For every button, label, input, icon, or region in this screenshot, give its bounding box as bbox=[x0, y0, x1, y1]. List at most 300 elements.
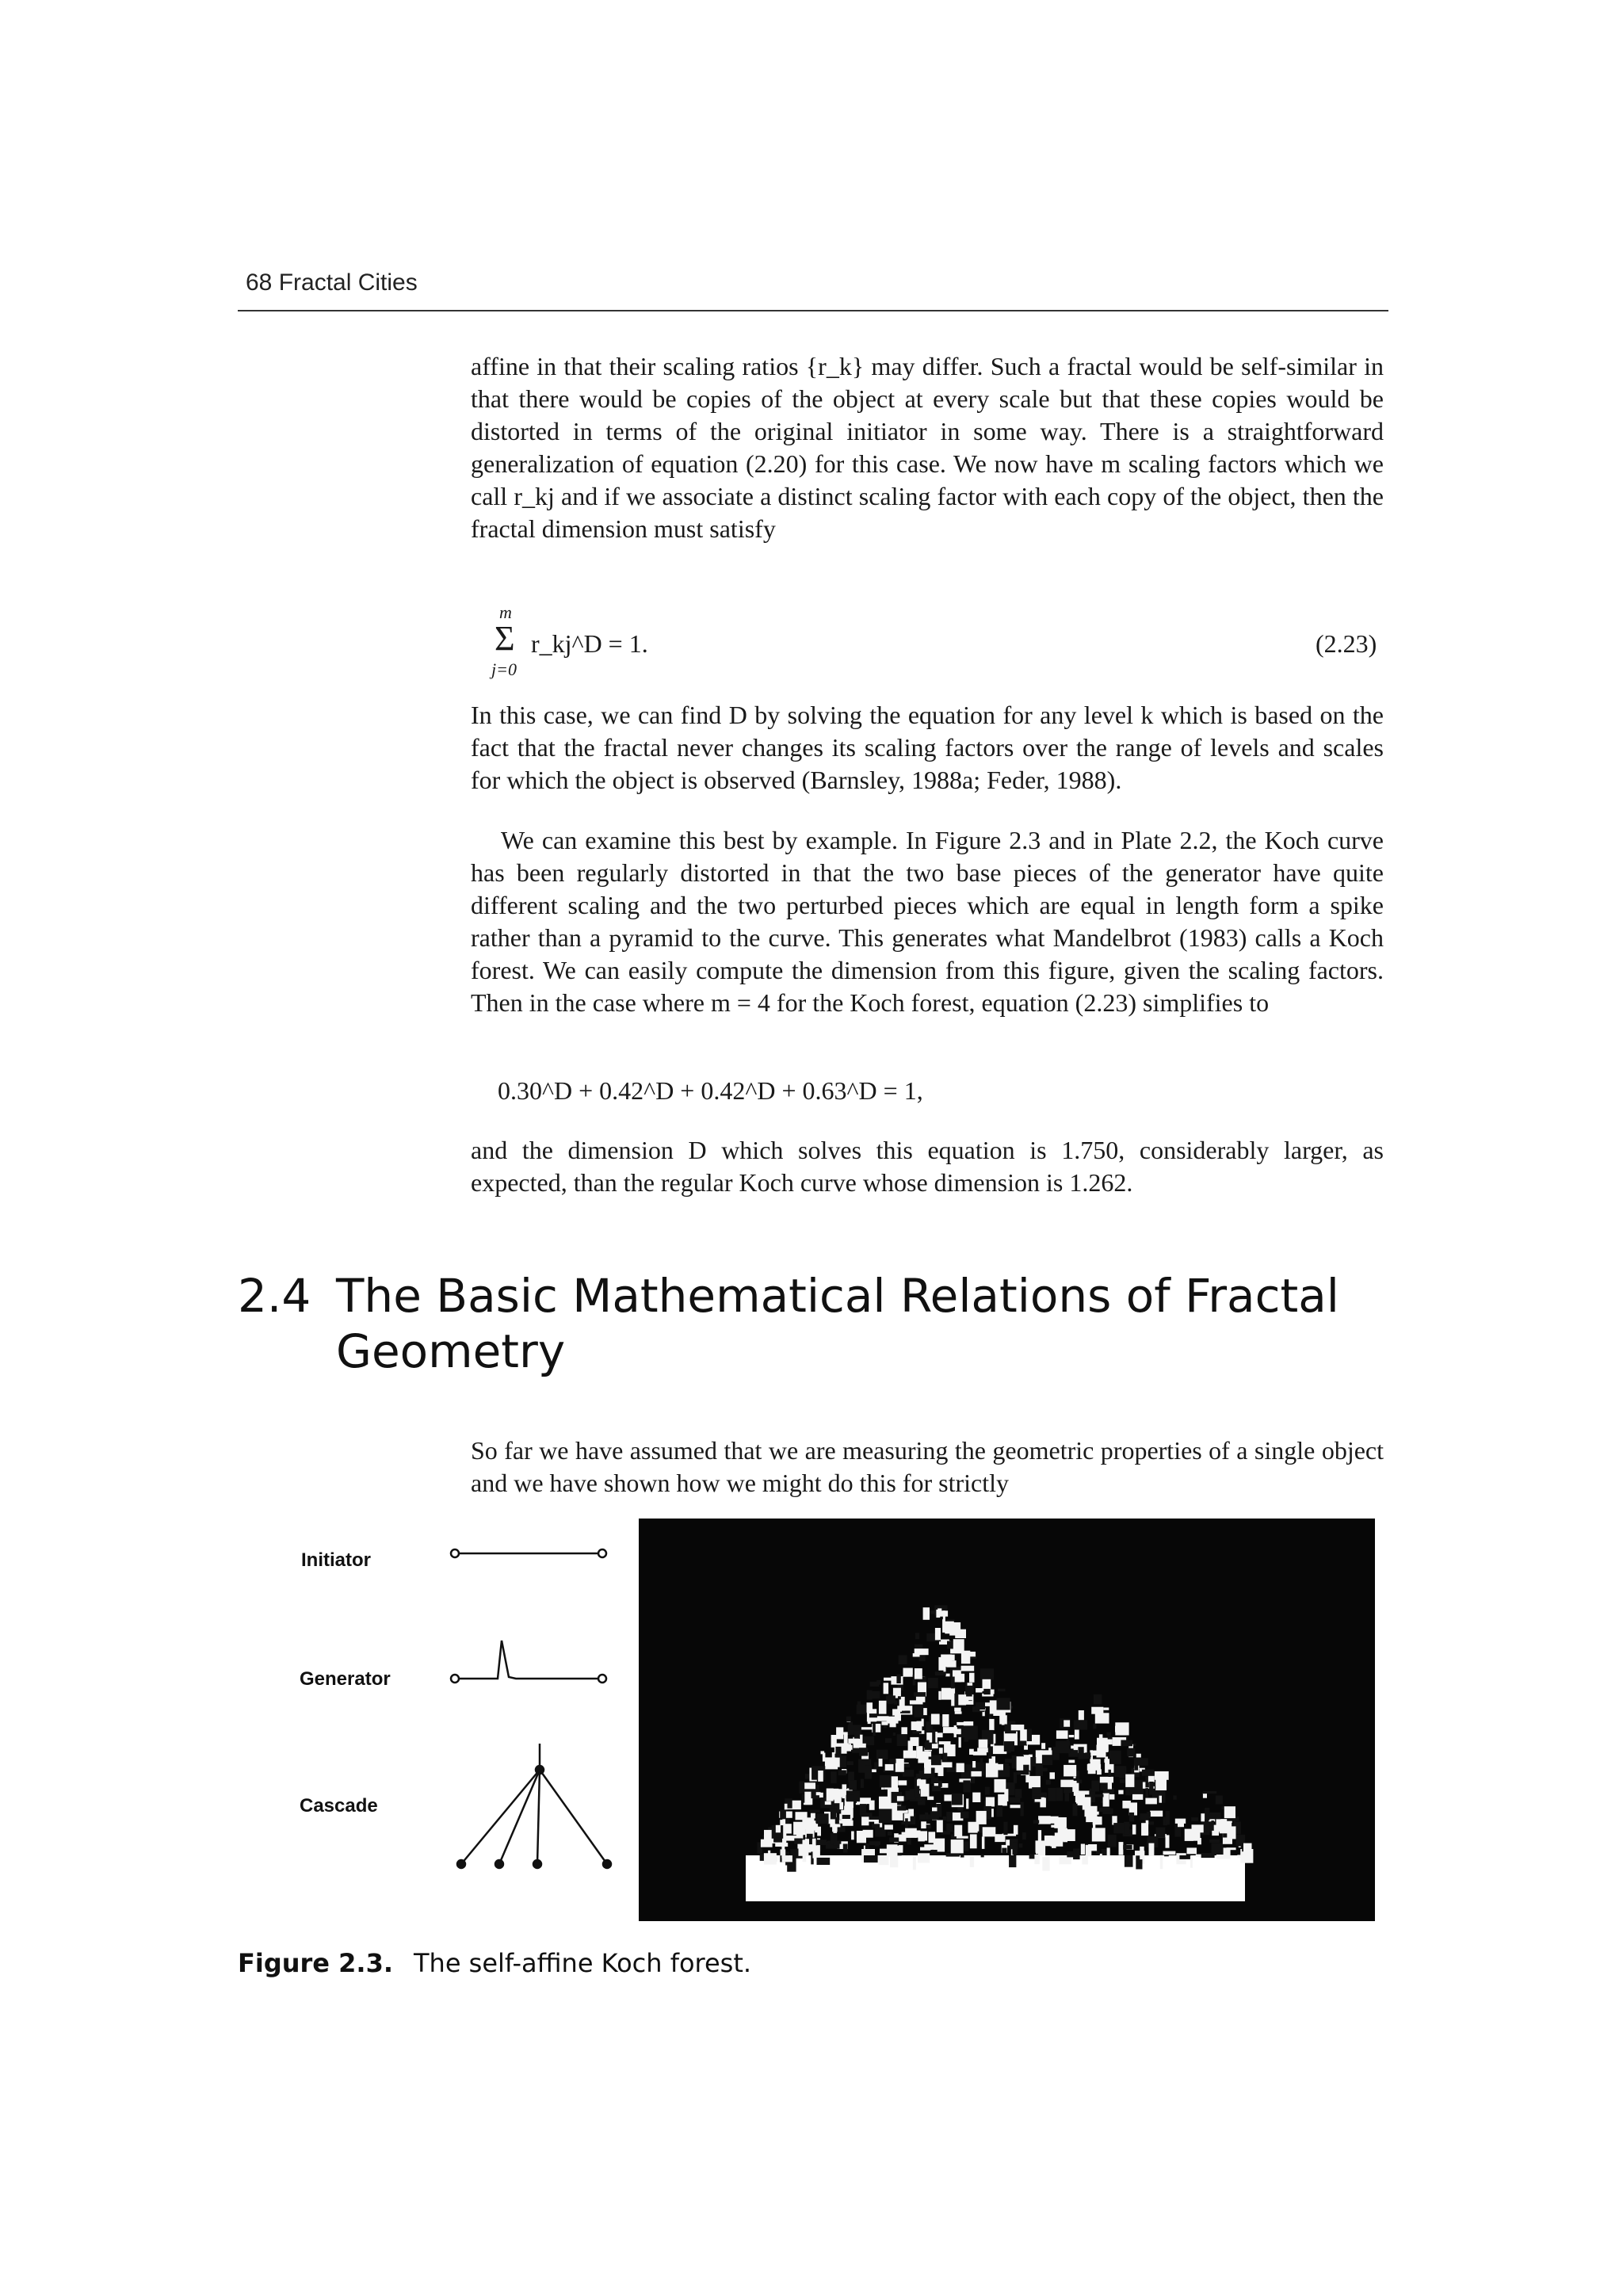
forest-texture-block bbox=[980, 1758, 983, 1767]
forest-texture-block bbox=[963, 1780, 970, 1792]
forest-texture-block bbox=[879, 1701, 887, 1714]
forest-texture-block bbox=[952, 1748, 955, 1753]
forest-texture-block bbox=[872, 1769, 876, 1772]
forest-texture-block bbox=[1015, 1789, 1022, 1797]
forest-texture-block bbox=[1002, 1848, 1006, 1854]
forest-texture-block bbox=[1173, 1795, 1176, 1799]
forest-texture-block bbox=[813, 1845, 820, 1858]
forest-texture-block bbox=[796, 1812, 808, 1820]
forest-texture-block bbox=[885, 1764, 894, 1771]
sum-lower-limit: j=0 bbox=[491, 659, 517, 679]
forest-texture-block bbox=[843, 1844, 848, 1853]
forest-texture-block bbox=[794, 1839, 802, 1844]
forest-texture-block bbox=[923, 1607, 930, 1620]
forest-texture-block bbox=[1014, 1772, 1017, 1783]
forest-texture-block bbox=[1141, 1823, 1148, 1836]
forest-texture-block bbox=[998, 1689, 1005, 1692]
forest-texture-block bbox=[1142, 1770, 1155, 1776]
forest-texture-block bbox=[915, 1633, 919, 1639]
forest-texture-block bbox=[803, 1848, 807, 1862]
forest-texture-block bbox=[1033, 1820, 1039, 1823]
forest-texture-block bbox=[817, 1858, 831, 1865]
paragraph-4-text: and the dimension D which solves this equation is 1.750, considerably larger, as expected, than the regular Koch curve whose dimension is 1.262. bbox=[471, 1136, 1384, 1197]
forest-texture-block bbox=[1107, 1847, 1110, 1856]
forest-texture-block bbox=[1006, 1839, 1010, 1845]
forest-texture-block bbox=[869, 1841, 880, 1845]
forest-texture-block bbox=[945, 1674, 949, 1677]
forest-texture-block bbox=[873, 1723, 876, 1736]
forest-texture-block bbox=[899, 1845, 903, 1853]
forest-texture-block bbox=[1087, 1812, 1099, 1815]
forest-texture-block bbox=[1083, 1797, 1091, 1810]
forest-texture-block bbox=[897, 1734, 907, 1746]
forest-texture-block bbox=[1227, 1847, 1236, 1850]
forest-texture-block bbox=[897, 1796, 904, 1801]
forest-texture-block bbox=[1005, 1759, 1013, 1763]
forest-texture-block bbox=[951, 1677, 955, 1689]
forest-texture-block bbox=[857, 1702, 861, 1711]
forest-texture-block bbox=[1064, 1786, 1072, 1793]
forest-texture-block bbox=[1068, 1760, 1075, 1763]
forest-texture-block bbox=[969, 1673, 975, 1683]
forest-texture-block bbox=[943, 1753, 948, 1761]
forest-texture-block bbox=[879, 1855, 889, 1865]
forest-texture-block bbox=[874, 1763, 877, 1770]
forest-texture-block bbox=[860, 1735, 862, 1747]
forest-texture-block bbox=[1109, 1794, 1114, 1800]
forest-texture-block bbox=[926, 1740, 930, 1749]
forest-texture-block bbox=[941, 1688, 955, 1700]
forest-texture-block bbox=[846, 1717, 851, 1722]
forest-texture-block bbox=[921, 1784, 930, 1797]
forest-texture-block bbox=[880, 1849, 888, 1854]
koch-forest-construction-diagram bbox=[444, 1530, 626, 1870]
forest-texture-block bbox=[1058, 1827, 1065, 1835]
paragraph-4 bbox=[471, 1134, 1384, 1199]
forest-texture-block bbox=[1149, 1843, 1155, 1856]
forest-texture-block bbox=[854, 1744, 866, 1748]
forest-texture-block bbox=[768, 1851, 770, 1864]
forest-texture-block bbox=[913, 1855, 916, 1870]
forest-texture-block bbox=[1004, 1766, 1010, 1769]
forest-texture-block bbox=[1094, 1694, 1102, 1705]
forest-texture-block bbox=[1078, 1747, 1083, 1759]
header-rule bbox=[238, 310, 1388, 311]
forest-texture-block bbox=[782, 1855, 792, 1862]
forest-texture-block bbox=[1201, 1853, 1215, 1858]
forest-texture-block bbox=[1056, 1788, 1063, 1801]
forest-texture-block bbox=[985, 1787, 990, 1795]
forest-texture-block bbox=[1091, 1780, 1099, 1791]
initiator-diagram bbox=[451, 1549, 606, 1557]
forest-texture-block bbox=[945, 1622, 954, 1634]
forest-texture-block bbox=[816, 1839, 827, 1845]
forest-texture-block bbox=[964, 1697, 972, 1701]
forest-texture-block bbox=[880, 1775, 892, 1788]
forest-texture-block bbox=[1060, 1857, 1071, 1864]
forest-texture-block bbox=[1066, 1829, 1075, 1841]
forest-texture-block bbox=[879, 1809, 892, 1823]
forest-texture-block bbox=[1209, 1839, 1220, 1843]
forest-texture-block bbox=[925, 1813, 928, 1819]
forest-texture-block bbox=[932, 1744, 938, 1748]
forest-texture-block bbox=[1108, 1779, 1112, 1790]
forest-texture-block bbox=[1216, 1796, 1223, 1805]
forest-texture-block bbox=[955, 1629, 966, 1638]
cascade-diagram bbox=[457, 1744, 611, 1868]
generator-diagram bbox=[451, 1641, 606, 1683]
figure-label-cascade: Cascade bbox=[300, 1795, 378, 1817]
forest-texture-block bbox=[1193, 1828, 1201, 1840]
forest-texture-block bbox=[1166, 1835, 1170, 1847]
forest-texture-block bbox=[875, 1827, 886, 1836]
sigma-symbol: Σ bbox=[495, 619, 515, 658]
forest-texture-block bbox=[836, 1727, 843, 1739]
forest-texture-block bbox=[861, 1778, 864, 1788]
section-title-line2: Geometry bbox=[336, 1324, 566, 1378]
paragraph-2-text: In this case, we can find D by solving the equation for any level k which is based on the fact that the fractal never changes its scaling factors over the range of levels and scales for which the object is observed (Barnsley, 1988a; Feder, 1988). bbox=[471, 701, 1384, 794]
forest-texture-block bbox=[1150, 1811, 1163, 1817]
forest-texture-block bbox=[938, 1691, 941, 1700]
forest-texture-block bbox=[848, 1739, 858, 1744]
forest-texture-block bbox=[879, 1759, 883, 1767]
forest-texture-block bbox=[997, 1698, 1010, 1710]
forest-texture-block bbox=[839, 1820, 850, 1824]
forest-texture-block bbox=[982, 1836, 985, 1849]
forest-texture-block bbox=[1023, 1765, 1029, 1775]
forest-texture-block bbox=[915, 1786, 919, 1797]
forest-texture-block bbox=[1093, 1724, 1096, 1729]
forest-texture-block bbox=[1050, 1772, 1056, 1778]
forest-texture-block bbox=[1109, 1770, 1111, 1777]
forest-texture-block bbox=[1211, 1820, 1214, 1824]
forest-texture-block bbox=[899, 1656, 907, 1665]
forest-texture-block bbox=[995, 1779, 1006, 1793]
forest-texture-block bbox=[838, 1827, 846, 1832]
forest-texture-block bbox=[1056, 1730, 1068, 1739]
forest-texture-block bbox=[1034, 1855, 1039, 1864]
forest-texture-block bbox=[981, 1854, 984, 1857]
forest-texture-block bbox=[793, 1822, 805, 1836]
equation-koch-forest: 0.30^D + 0.42^D + 0.42^D + 0.63^D = 1, bbox=[498, 1076, 923, 1105]
forest-texture-block bbox=[842, 1815, 850, 1819]
forest-texture-block bbox=[1082, 1856, 1088, 1865]
forest-texture-block bbox=[953, 1639, 964, 1653]
paragraph-1 bbox=[471, 350, 1384, 545]
forest-texture-block bbox=[818, 1771, 823, 1782]
forest-texture-block bbox=[903, 1668, 913, 1677]
forest-texture-block bbox=[1086, 1817, 1098, 1822]
forest-texture-block bbox=[825, 1757, 838, 1769]
forest-texture-block bbox=[989, 1719, 994, 1730]
forest-texture-block bbox=[929, 1832, 936, 1843]
forest-texture-block bbox=[785, 1804, 788, 1810]
forest-texture-block bbox=[1064, 1720, 1070, 1726]
forest-texture-block bbox=[890, 1722, 896, 1727]
forest-texture-block bbox=[835, 1747, 841, 1758]
koch-forest-image bbox=[639, 1519, 1375, 1921]
forest-texture-block bbox=[851, 1832, 854, 1840]
forest-texture-block bbox=[884, 1824, 893, 1829]
paragraph-1-text: affine in that their scaling ratios {r_k} may differ. Such a fractal would be self-similar in that there would be copies of the object at every scale but that these copies would be distorted in terms of the original initiator in some way. There is a straightforward generalization of equation (2.20) for this case. We now have m scaling factors which we call r_kj and if we associate a distinct scaling factor with each copy of the object, then the fractal dimension must satisfy bbox=[471, 352, 1384, 543]
section-heading bbox=[238, 1268, 1339, 1379]
forest-texture-block bbox=[924, 1844, 938, 1850]
forest-texture-block bbox=[915, 1668, 922, 1679]
forest-texture-block bbox=[1127, 1748, 1135, 1757]
forest-texture-block bbox=[1115, 1726, 1121, 1733]
forest-texture-block bbox=[1042, 1755, 1052, 1765]
forest-texture-block bbox=[927, 1797, 934, 1801]
forest-texture-block bbox=[906, 1791, 916, 1800]
forest-texture-block bbox=[1205, 1808, 1209, 1820]
forest-texture-block bbox=[1149, 1782, 1153, 1795]
forest-texture-block bbox=[1212, 1831, 1219, 1836]
sum-body: r_kj^D = 1. bbox=[531, 629, 648, 658]
forest-texture-block bbox=[804, 1792, 811, 1805]
forest-texture-block bbox=[1178, 1821, 1184, 1827]
forest-texture-block bbox=[938, 1781, 942, 1787]
forest-texture-block bbox=[960, 1812, 968, 1819]
forest-texture-block bbox=[1148, 1776, 1155, 1782]
forest-texture-block bbox=[1159, 1796, 1162, 1803]
forest-texture-block bbox=[825, 1801, 831, 1805]
forest-texture-block bbox=[1056, 1741, 1070, 1754]
forest-texture-block bbox=[1145, 1798, 1157, 1805]
forest-texture-block bbox=[780, 1810, 786, 1820]
forest-texture-block bbox=[1224, 1806, 1235, 1818]
forest-texture-block bbox=[943, 1817, 946, 1820]
forest-texture-block bbox=[1121, 1740, 1132, 1747]
forest-texture-block bbox=[931, 1778, 938, 1784]
forest-texture-block bbox=[1004, 1741, 1014, 1752]
forest-texture-block bbox=[1125, 1775, 1134, 1787]
forest-texture-block bbox=[1205, 1820, 1209, 1831]
forest-texture-block bbox=[869, 1713, 877, 1717]
forest-texture-block bbox=[823, 1753, 826, 1762]
forest-texture-block bbox=[1119, 1842, 1124, 1855]
forest-texture-block bbox=[846, 1795, 854, 1801]
forest-texture-block bbox=[990, 1700, 998, 1713]
forest-texture-block bbox=[1085, 1752, 1090, 1757]
forest-texture-block bbox=[1042, 1857, 1049, 1870]
forest-texture-block bbox=[1069, 1735, 1075, 1737]
forest-texture-block bbox=[946, 1824, 953, 1832]
forest-texture-block bbox=[1010, 1805, 1022, 1808]
forest-texture-block bbox=[983, 1827, 996, 1836]
forest-texture-block bbox=[954, 1725, 957, 1737]
forest-texture-block bbox=[861, 1817, 869, 1825]
forest-texture-block bbox=[955, 1711, 962, 1713]
forest-texture-block bbox=[924, 1759, 931, 1774]
forest-texture-block bbox=[977, 1814, 982, 1819]
forest-texture-block bbox=[854, 1730, 861, 1739]
forest-texture-block bbox=[889, 1759, 896, 1763]
forest-texture-block bbox=[980, 1668, 994, 1679]
forest-texture-block bbox=[1163, 1851, 1176, 1855]
forest-texture-block bbox=[859, 1748, 868, 1755]
forest-texture-block bbox=[921, 1821, 926, 1828]
forest-texture-block bbox=[931, 1714, 940, 1725]
forest-texture-block bbox=[1140, 1847, 1144, 1859]
forest-texture-block bbox=[1103, 1708, 1109, 1710]
forest-texture-block bbox=[1123, 1845, 1132, 1850]
forest-texture-block bbox=[997, 1805, 1003, 1817]
forest-texture-block bbox=[1130, 1790, 1144, 1794]
forest-texture-block bbox=[1038, 1830, 1041, 1841]
forest-texture-block bbox=[898, 1780, 907, 1785]
forest-texture-block bbox=[1220, 1821, 1230, 1832]
forest-texture-block bbox=[1113, 1823, 1125, 1833]
forest-texture-block bbox=[1074, 1786, 1079, 1796]
forest-texture-block bbox=[903, 1751, 917, 1759]
forest-texture-block bbox=[918, 1779, 921, 1783]
forest-texture-block bbox=[969, 1749, 974, 1755]
forest-texture-block bbox=[773, 1838, 782, 1843]
forest-texture-block bbox=[918, 1759, 922, 1763]
forest-texture-block bbox=[902, 1832, 908, 1835]
forest-texture-block bbox=[926, 1824, 931, 1828]
forest-texture-block bbox=[834, 1789, 842, 1803]
forest-texture-block bbox=[896, 1674, 900, 1683]
forest-texture-block bbox=[1179, 1855, 1191, 1859]
forest-texture-block bbox=[865, 1765, 872, 1778]
forest-texture-block bbox=[1155, 1776, 1167, 1790]
forest-texture-block bbox=[976, 1688, 982, 1693]
forest-texture-block bbox=[1099, 1808, 1110, 1812]
forest-texture-block bbox=[926, 1752, 931, 1757]
forest-texture-block bbox=[1140, 1813, 1148, 1820]
forest-texture-block bbox=[911, 1721, 922, 1730]
forest-texture-block bbox=[876, 1750, 888, 1760]
forest-texture-block bbox=[1019, 1843, 1023, 1847]
forest-texture-block bbox=[903, 1770, 914, 1777]
forest-texture-block bbox=[847, 1761, 854, 1765]
forest-texture-block bbox=[827, 1789, 834, 1801]
forest-texture-block bbox=[1088, 1763, 1096, 1774]
forest-texture-block bbox=[1081, 1844, 1085, 1855]
forest-texture-block bbox=[1097, 1769, 1102, 1775]
forest-texture-block bbox=[1011, 1725, 1025, 1730]
forest-texture-block bbox=[849, 1780, 857, 1790]
figure-caption-text: The self-affine Koch forest. bbox=[413, 1948, 752, 1978]
forest-texture-block bbox=[915, 1706, 924, 1717]
forest-texture-block bbox=[951, 1839, 964, 1853]
forest-texture-block bbox=[957, 1763, 964, 1773]
forest-texture-block bbox=[1211, 1843, 1223, 1855]
forest-texture-block bbox=[869, 1691, 880, 1699]
forest-texture-block bbox=[1079, 1780, 1082, 1784]
forest-texture-block bbox=[1040, 1797, 1046, 1807]
forest-texture-block bbox=[872, 1824, 880, 1828]
forest-texture-block bbox=[939, 1610, 948, 1616]
forest-texture-block bbox=[976, 1702, 985, 1710]
equation-number-2-23: (2.23) bbox=[1316, 629, 1377, 658]
forest-texture-block bbox=[833, 1843, 839, 1846]
forest-texture-block bbox=[810, 1810, 820, 1813]
forest-texture-block bbox=[1115, 1768, 1125, 1775]
forest-texture-block bbox=[1103, 1794, 1109, 1807]
forest-texture-block bbox=[888, 1832, 892, 1836]
forest-texture-block bbox=[939, 1741, 951, 1744]
forest-texture-block bbox=[1075, 1729, 1079, 1740]
forest-texture-block bbox=[811, 1813, 815, 1819]
forest-texture-block bbox=[968, 1683, 973, 1686]
forest-texture-block bbox=[846, 1745, 853, 1750]
forest-texture-block bbox=[970, 1834, 977, 1848]
forest-texture-block bbox=[1060, 1780, 1073, 1787]
forest-texture-block bbox=[946, 1853, 960, 1857]
forest-texture-block bbox=[1033, 1794, 1045, 1797]
forest-texture-block bbox=[885, 1738, 892, 1743]
forest-texture-block bbox=[954, 1694, 958, 1706]
forest-texture-block bbox=[979, 1740, 988, 1748]
forest-texture-block bbox=[892, 1849, 899, 1853]
forest-texture-block bbox=[907, 1837, 911, 1845]
forest-texture-block bbox=[1022, 1832, 1026, 1839]
forest-texture-block bbox=[893, 1733, 896, 1736]
forest-texture-block bbox=[914, 1692, 926, 1697]
forest-texture-block bbox=[1203, 1791, 1216, 1794]
forest-texture-block bbox=[1092, 1828, 1106, 1841]
forest-texture-block bbox=[954, 1708, 961, 1712]
equation-2-23 bbox=[488, 602, 726, 690]
forest-texture-block bbox=[817, 1827, 821, 1836]
forest-texture-block bbox=[861, 1813, 873, 1817]
forest-texture-block bbox=[1048, 1788, 1056, 1801]
paragraph-5-text: So far we have assumed that we are measuring the geometric properties of a single object and we have shown how we might do this for strictly bbox=[471, 1436, 1384, 1497]
forest-texture-block bbox=[1118, 1790, 1123, 1794]
forest-texture-block bbox=[942, 1714, 949, 1727]
forest-texture-block bbox=[776, 1825, 781, 1833]
forest-texture-block bbox=[884, 1678, 893, 1681]
forest-texture-block bbox=[1064, 1765, 1076, 1777]
forest-texture-block bbox=[972, 1761, 976, 1767]
forest-texture-block bbox=[1155, 1828, 1165, 1837]
forest-texture-block bbox=[954, 1825, 962, 1836]
forest-texture-block bbox=[1125, 1855, 1133, 1867]
forest-texture-block bbox=[1050, 1837, 1063, 1847]
forest-texture-block bbox=[889, 1838, 899, 1843]
forest-texture-block bbox=[959, 1737, 961, 1748]
forest-texture-block bbox=[898, 1696, 901, 1699]
forest-texture-block bbox=[930, 1850, 937, 1854]
section-title-line1: The Basic Mathematical Relations of Fractal bbox=[336, 1269, 1339, 1323]
forest-texture-block bbox=[1094, 1794, 1103, 1797]
forest-texture-block bbox=[922, 1719, 924, 1727]
forest-texture-block bbox=[1054, 1817, 1067, 1828]
forest-texture-block bbox=[1088, 1844, 1097, 1851]
forest-texture-block bbox=[1145, 1788, 1148, 1798]
forest-texture-block bbox=[938, 1766, 944, 1776]
figure-caption-label: Figure 2.3. bbox=[238, 1948, 393, 1978]
forest-texture-block bbox=[1191, 1817, 1198, 1821]
forest-texture-block bbox=[1100, 1740, 1112, 1745]
forest-texture-block bbox=[935, 1671, 946, 1675]
forest-texture-block bbox=[1109, 1751, 1121, 1764]
forest-texture-block bbox=[1160, 1855, 1163, 1869]
forest-texture-block bbox=[1029, 1776, 1041, 1789]
forest-texture-block bbox=[908, 1740, 913, 1752]
figure-label-generator: Generator bbox=[300, 1668, 391, 1690]
forest-texture-block bbox=[1187, 1847, 1197, 1854]
forest-texture-block bbox=[1136, 1754, 1141, 1758]
sum-upper-limit: m bbox=[499, 602, 512, 622]
forest-texture-block bbox=[965, 1726, 978, 1740]
forest-texture-block bbox=[1073, 1849, 1080, 1860]
forest-texture-block bbox=[952, 1794, 963, 1805]
forest-texture-block bbox=[1032, 1787, 1041, 1799]
forest-texture-block bbox=[864, 1855, 878, 1862]
